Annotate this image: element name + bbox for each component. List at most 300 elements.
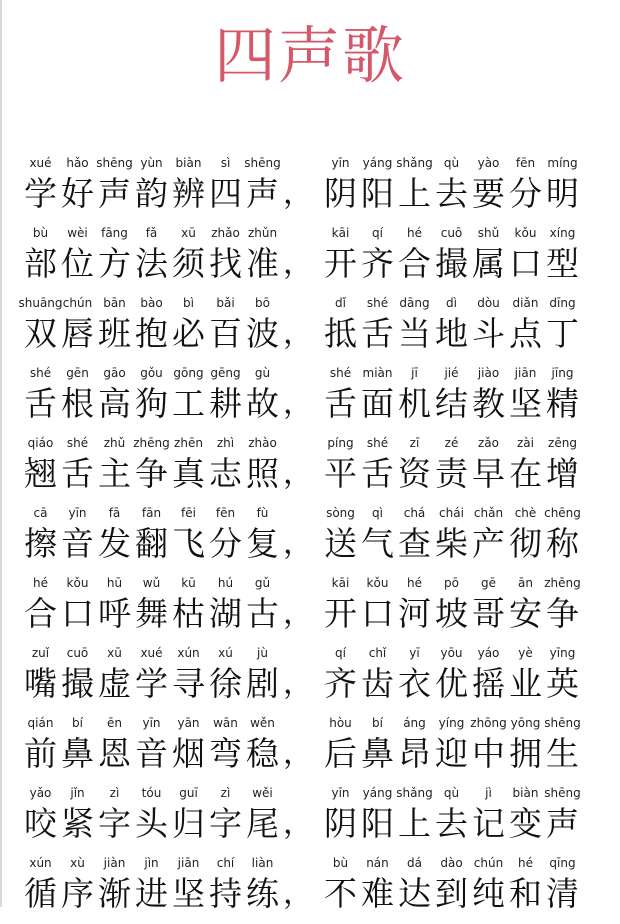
hanzi-character: 四 [209, 174, 242, 213]
character-cell [133, 294, 170, 356]
pinyin-label: hé [407, 226, 422, 240]
pinyin-label: yōu [440, 646, 463, 660]
hanzi-character: 衣 [398, 664, 431, 703]
pinyin-label: yáo [477, 646, 500, 660]
character-cell [359, 644, 396, 706]
pinyin-label: áng [403, 716, 426, 730]
character-cell [244, 224, 281, 286]
hanzi-character: 抵 [324, 314, 357, 353]
hanzi-character: 舌 [61, 454, 94, 493]
character-cell [322, 154, 359, 216]
pinyin-label: bì [183, 296, 194, 310]
hanzi-character: 坡 [435, 594, 468, 633]
character-cell [433, 504, 470, 566]
pinyin-label: kū [181, 576, 196, 590]
hanzi-character: 争 [135, 454, 168, 493]
pinyin-label: dào [440, 856, 463, 870]
pinyin-label: bù [32, 226, 49, 240]
line-half-left [22, 224, 281, 286]
pinyin-label: chí [216, 856, 235, 870]
hanzi-character: 寻 [172, 664, 205, 703]
character-cell [507, 364, 544, 426]
line-comma: ， [283, 806, 313, 841]
hanzi-character: 音 [135, 734, 168, 773]
character-cell [133, 434, 170, 496]
pinyin-label: jiān [177, 856, 200, 870]
pinyin-label: yī [409, 646, 420, 660]
character-cell [544, 224, 581, 286]
hanzi-character: 拥 [509, 734, 542, 773]
pinyin-label: shǎng [396, 156, 433, 170]
hanzi-character: 业 [509, 664, 542, 703]
hanzi-character: 音 [61, 524, 94, 563]
hanzi-character: 阴 [324, 174, 357, 213]
hanzi-character: 称 [546, 524, 579, 563]
character-cell [244, 644, 281, 706]
pinyin-label: zī [409, 436, 420, 450]
character-cell [470, 364, 507, 426]
character-cell [544, 644, 581, 706]
character-cell [170, 784, 207, 846]
line-comma: ， [283, 246, 313, 281]
character-cell [244, 364, 281, 426]
hanzi-character: 昂 [398, 734, 431, 773]
character-cell [59, 714, 96, 776]
hanzi-character: 中 [472, 734, 505, 773]
pinyin-label: hòu [329, 716, 352, 730]
character-cell [322, 504, 359, 566]
character-cell [470, 574, 507, 636]
pinyin-label: bō [255, 296, 270, 310]
poem-line [0, 434, 620, 504]
character-cell [59, 224, 96, 286]
poem-line [0, 154, 620, 224]
pinyin-label: bào [140, 296, 163, 310]
pinyin-label: zhēng [133, 436, 170, 450]
pinyin-label: shé [366, 436, 389, 450]
character-cell [359, 434, 396, 496]
hanzi-character: 开 [324, 594, 357, 633]
hanzi-character: 紧 [61, 804, 94, 843]
character-cell [433, 714, 470, 776]
hanzi-character: 后 [324, 734, 357, 773]
pinyin-label: chún [473, 856, 504, 870]
hanzi-character: 好 [61, 174, 94, 213]
pinyin-label: wèi [67, 226, 88, 240]
character-cell [507, 504, 544, 566]
character-cell [244, 574, 281, 636]
character-cell [18, 294, 63, 356]
character-cell [22, 364, 59, 426]
line-half-right [322, 574, 581, 636]
pinyin-label: shé [66, 436, 89, 450]
hanzi-character: 咬 [24, 804, 57, 843]
hanzi-character: 生 [546, 734, 579, 773]
poem-line [0, 784, 620, 854]
hanzi-character: 须 [172, 244, 205, 283]
pinyin-label: jǐn [70, 786, 85, 800]
hanzi-character: 辨 [172, 174, 205, 213]
pinyin-label: yīn [331, 786, 350, 800]
hanzi-character: 型 [546, 244, 579, 283]
hanzi-character: 开 [324, 244, 357, 283]
pinyin-label: ān [518, 576, 533, 590]
character-cell [470, 224, 507, 286]
hanzi-character: 彻 [509, 524, 542, 563]
character-cell [433, 644, 470, 706]
hanzi-character: 百 [209, 314, 242, 353]
hanzi-character: 徐 [209, 664, 242, 703]
character-cell [22, 714, 59, 776]
pinyin-label: tóu [141, 786, 162, 800]
pinyin-label: wǔ [142, 576, 161, 590]
pinyin-label: kāi [331, 226, 350, 240]
character-cell [433, 294, 470, 356]
line-half-right [322, 294, 581, 356]
pinyin-label: yáng [362, 786, 393, 800]
pinyin-label: fā [108, 506, 121, 520]
hanzi-character: 舌 [324, 384, 357, 423]
hanzi-character: 结 [435, 384, 468, 423]
line-half-left [22, 154, 281, 216]
pinyin-label: jiàn [103, 856, 126, 870]
poem-line [0, 224, 620, 294]
hanzi-character: 弯 [209, 734, 242, 773]
character-cell [170, 574, 207, 636]
character-cell [359, 574, 396, 636]
hanzi-character: 送 [324, 524, 357, 563]
pinyin-label: zhǔ [103, 436, 126, 450]
pinyin-label: jiào [477, 366, 500, 380]
character-cell [244, 154, 281, 216]
hanzi-character: 恩 [98, 734, 131, 773]
character-cell [96, 154, 133, 216]
pinyin-label: bù [332, 856, 349, 870]
character-cell [244, 784, 281, 846]
pinyin-label: yīn [331, 156, 350, 170]
poem-line [0, 364, 620, 434]
character-cell [96, 574, 133, 636]
hanzi-character: 记 [472, 804, 505, 843]
pinyin-label: wěn [250, 716, 275, 730]
pinyin-label: yǎo [29, 786, 52, 800]
hanzi-character: 法 [135, 244, 168, 283]
pinyin-label: diǎn [512, 296, 539, 310]
character-cell [507, 784, 544, 846]
hanzi-character: 撮 [61, 664, 94, 703]
hanzi-character: 呼 [98, 594, 131, 633]
pinyin-label: zì [220, 786, 231, 800]
character-cell [207, 364, 244, 426]
hanzi-character: 学 [135, 664, 168, 703]
pinyin-label: jīng [551, 366, 574, 380]
hanzi-character: 精 [546, 384, 579, 423]
pinyin-label: xù [70, 856, 85, 870]
pinyin-label: yān [177, 716, 200, 730]
character-cell [170, 364, 207, 426]
pinyin-label: yùn [140, 156, 163, 170]
line-half-left [22, 574, 281, 636]
hanzi-character: 阳 [361, 174, 394, 213]
pinyin-label: zǎo [478, 436, 499, 450]
hanzi-character: 合 [24, 594, 57, 633]
pinyin-label: zì [109, 786, 120, 800]
pinyin-label: fān [141, 506, 162, 520]
pinyin-label: zé [444, 436, 459, 450]
hanzi-character: 争 [546, 594, 579, 633]
character-cell [396, 364, 433, 426]
pinyin-label: xíng [549, 226, 576, 240]
pinyin-label: zhǎo [211, 226, 240, 240]
hanzi-character: 撮 [435, 244, 468, 283]
character-cell [170, 434, 207, 496]
character-cell [22, 574, 59, 636]
character-cell [170, 504, 207, 566]
hanzi-character: 嘴 [24, 664, 57, 703]
poem-line [0, 504, 620, 574]
character-cell [96, 224, 133, 286]
line-half-right [322, 224, 581, 286]
pinyin-label: yáng [362, 156, 393, 170]
pinyin-label: yōng [510, 716, 541, 730]
hanzi-character: 达 [398, 874, 431, 913]
hanzi-character: 到 [435, 874, 468, 913]
pinyin-label: kǒu [66, 576, 89, 590]
pinyin-label: shēng [96, 156, 133, 170]
hanzi-character: 地 [435, 314, 468, 353]
character-cell [244, 434, 281, 496]
character-cell [133, 224, 170, 286]
pinyin-label: xún [177, 646, 200, 660]
character-cell [59, 504, 96, 566]
line-half-left [22, 364, 281, 426]
character-cell [507, 224, 544, 286]
character-cell [133, 574, 170, 636]
pinyin-label: hǎo [66, 156, 89, 170]
line-comma: ， [283, 596, 313, 631]
character-cell [133, 154, 170, 216]
character-cell [96, 504, 133, 566]
character-cell [207, 154, 244, 216]
hanzi-character: 不 [324, 874, 357, 913]
hanzi-character: 狗 [135, 384, 168, 423]
hanzi-character: 双 [24, 314, 57, 353]
line-comma: ， [283, 456, 313, 491]
hanzi-character: 舌 [24, 384, 57, 423]
pinyin-label: jiān [514, 366, 537, 380]
hanzi-character: 唇 [61, 314, 94, 353]
pinyin-label: shēng [544, 786, 581, 800]
character-cell [96, 784, 133, 846]
pinyin-label: zhēng [544, 576, 581, 590]
pinyin-label: gù [254, 366, 271, 380]
character-cell [170, 714, 207, 776]
pinyin-label: shǔ [477, 226, 500, 240]
pinyin-label: sòng [326, 506, 355, 520]
pinyin-label: cuō [440, 226, 463, 240]
character-cell [396, 434, 433, 496]
hanzi-character: 真 [172, 454, 205, 493]
hanzi-character: 英 [546, 664, 579, 703]
hanzi-character: 根 [61, 384, 94, 423]
pinyin-label: bān [103, 296, 126, 310]
hanzi-character: 上 [398, 174, 431, 213]
hanzi-character: 点 [509, 314, 542, 353]
pinyin-label: gēn [66, 366, 89, 380]
character-cell [433, 574, 470, 636]
pinyin-label: yīn [68, 506, 87, 520]
character-cell [470, 504, 507, 566]
pinyin-label: qīng [549, 856, 576, 870]
pinyin-label: zhēn [174, 436, 203, 450]
hanzi-character: 查 [398, 524, 431, 563]
hanzi-character: 剧 [246, 664, 279, 703]
line-comma: ， [283, 316, 313, 351]
line-comma: ， [283, 666, 313, 701]
character-cell [470, 784, 507, 846]
hanzi-character: 头 [135, 804, 168, 843]
pinyin-label: zhào [248, 436, 277, 450]
character-cell [322, 364, 359, 426]
hanzi-character: 分 [209, 524, 242, 563]
pinyin-label: yīng [549, 646, 576, 660]
line-half-right [322, 784, 581, 846]
character-cell [507, 714, 544, 776]
line-half-left [22, 504, 281, 566]
pinyin-label: jì [485, 786, 492, 800]
character-cell [396, 154, 433, 216]
hanzi-character: 难 [361, 874, 394, 913]
character-cell [207, 574, 244, 636]
character-cell [322, 784, 359, 846]
pinyin-label: gǔ [254, 576, 271, 590]
character-cell [544, 504, 581, 566]
pinyin-label: jié [444, 366, 459, 380]
hanzi-character: 坚 [509, 384, 542, 423]
hanzi-character: 湖 [209, 594, 242, 633]
character-cell [207, 434, 244, 496]
pinyin-label: hé [33, 576, 48, 590]
hanzi-character: 稳 [246, 734, 279, 773]
hanzi-character: 主 [98, 454, 131, 493]
hanzi-character: 工 [172, 384, 205, 423]
hanzi-character: 进 [135, 874, 168, 913]
pinyin-label: dá [407, 856, 422, 870]
line-half-left [18, 294, 281, 356]
pinyin-label: chá [403, 506, 426, 520]
character-cell [396, 294, 433, 356]
pinyin-label: hú [217, 576, 234, 590]
line-half-left [22, 644, 281, 706]
character-cell [396, 644, 433, 706]
hanzi-character: 飞 [172, 524, 205, 563]
hanzi-character: 阳 [361, 804, 394, 843]
character-cell [96, 644, 133, 706]
character-cell [133, 714, 170, 776]
hanzi-character: 齐 [324, 664, 357, 703]
hanzi-character: 明 [546, 174, 579, 213]
pinyin-label: zhǔn [247, 226, 278, 240]
character-cell [359, 784, 396, 846]
pinyin-label: shé [366, 296, 389, 310]
hanzi-character: 前 [24, 734, 57, 773]
hanzi-character: 鼻 [61, 734, 94, 773]
pinyin-label: shé [29, 366, 52, 380]
pinyin-label: qiáo [27, 436, 54, 450]
line-half-left [22, 784, 281, 846]
poem-line [0, 644, 620, 714]
hanzi-character: 口 [509, 244, 542, 283]
character-cell [244, 294, 281, 356]
pinyin-label: bí [72, 716, 83, 730]
character-cell [133, 504, 170, 566]
pinyin-label: chún [62, 296, 93, 310]
hanzi-character: 高 [98, 384, 131, 423]
pinyin-label: jī [411, 366, 418, 380]
hanzi-character: 责 [435, 454, 468, 493]
character-cell [207, 504, 244, 566]
hanzi-character: 面 [361, 384, 394, 423]
pinyin-label: kǒu [366, 576, 389, 590]
pinyin-label: zuǐ [31, 646, 50, 660]
pinyin-label: xū [181, 226, 196, 240]
line-comma: ， [283, 176, 313, 211]
character-cell [544, 154, 581, 216]
pinyin-label: xú [218, 646, 233, 660]
hanzi-character: 气 [361, 524, 394, 563]
character-cell [59, 644, 96, 706]
line-half-right [322, 714, 581, 776]
line-half-right [322, 644, 581, 706]
hanzi-character: 优 [435, 664, 468, 703]
pinyin-label: liàn [251, 856, 274, 870]
character-cell [59, 364, 96, 426]
pinyin-label: shé [329, 366, 352, 380]
pinyin-label: shēng [244, 156, 281, 170]
pinyin-label: bí [372, 716, 383, 730]
hanzi-character: 机 [398, 384, 431, 423]
pinyin-label: hé [407, 576, 422, 590]
pinyin-label: píng [327, 436, 354, 450]
character-cell [244, 714, 281, 776]
pinyin-label: qì [372, 506, 383, 520]
character-cell [433, 224, 470, 286]
character-cell [22, 224, 59, 286]
character-cell [22, 644, 59, 706]
hanzi-character: 属 [472, 244, 505, 283]
pinyin-label: chēng [544, 506, 581, 520]
hanzi-character: 声 [246, 174, 279, 213]
character-cell [507, 574, 544, 636]
pinyin-label: chái [439, 506, 464, 520]
character-cell [433, 784, 470, 846]
hanzi-character: 渐 [98, 874, 131, 913]
pinyin-label: nán [366, 856, 389, 870]
character-cell [433, 364, 470, 426]
pinyin-label: fēn [515, 156, 536, 170]
character-cell [133, 644, 170, 706]
pinyin-label: zhōng [470, 716, 507, 730]
character-cell [322, 574, 359, 636]
pinyin-label: pō [444, 576, 459, 590]
hanzi-character: 志 [209, 454, 242, 493]
hanzi-character: 去 [435, 804, 468, 843]
character-cell [470, 294, 507, 356]
hanzi-character: 耕 [209, 384, 242, 423]
pinyin-label: gēng [210, 366, 241, 380]
character-cell [470, 644, 507, 706]
hanzi-character: 柴 [435, 524, 468, 563]
